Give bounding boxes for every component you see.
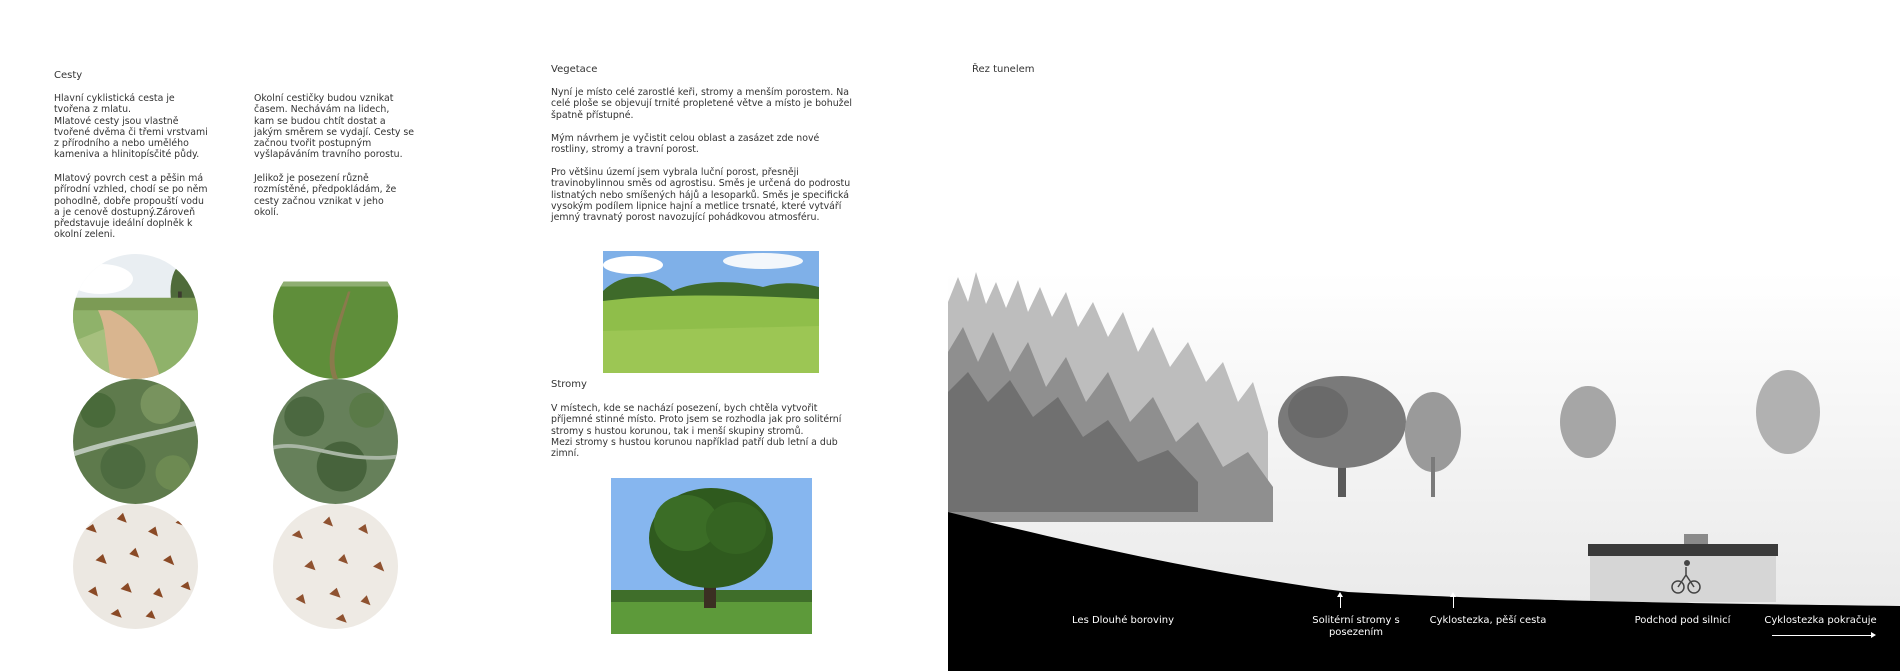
arrow-trees (1340, 596, 1341, 608)
label-solitary-trees: Solitérní stromy s posezením (1312, 615, 1400, 638)
vegetace-title: Vegetace (551, 64, 598, 75)
leaves-on-snow-photo-2 (273, 504, 398, 629)
cesty-col2-para1: Okolní cestičky budou vznikat časem. Nechávám na lidech, kam se budou chtít dostat a jakým směrem se vydají. Cesty se začnou tvořit postupným vyšlapáváním travního porostu. (254, 93, 415, 161)
stromy-para1: V místech, kde se nachází posezení, bych chtěla vytvořit příjemné stinné místo. Proto jsem se rozhodla jak pro solitérní stromy s hustou korunou, tak i menší skupiny stromů. Mezi stromy s hustou korunou například patří dub letní a dub zimní. (551, 403, 842, 460)
aerial-meadow-photo (73, 379, 198, 504)
aerial-trees-photo (273, 379, 398, 504)
cesty-title: Cesty (54, 70, 83, 81)
meadow-photo (603, 251, 819, 373)
arrow-path (1453, 596, 1454, 608)
label-underpass: Podchod pod silnicí (1634, 615, 1731, 626)
leaves-on-snow-photo-1 (73, 504, 198, 629)
section-title: Řez tunelem (972, 64, 1035, 75)
stromy-title: Stromy (551, 379, 587, 390)
label-forest: Les Dlouhé boroviny (1072, 615, 1174, 626)
field-path-photo (273, 254, 398, 379)
tunnel-section-drawing (948, 272, 1900, 671)
arrow-continues (1772, 635, 1872, 636)
cesty-col1-para2: Mlatový povrch cest a pěšin má přírodní vzhled, chodí se po něm pohodlně, dobře propouští vodu a je cenově dostupný.Zároveň představuje ideální doplněk k okolní zeleni. (54, 173, 208, 241)
oak-tree-photo (611, 478, 812, 634)
vegetace-para3: Pro většinu území jsem vybrala luční porost, přesněji travinobylinnou směs od agrostisu. Směs je určená do podrostu listnatých nebo smíšených hájů a lesoparků. Směs je specifická vysokým podílem lipnice hajní a metlice trsnaté, které vytváří jemný travnatý porost navozující pohádkovou atmosféru. (551, 167, 851, 224)
cesty-col2-para2: Jelikož je posezení různě rozmístěné, předpokládám, že cesty začnou vznikat v jeho okolí. (254, 173, 397, 218)
vegetace-para1: Nyní je místo celé zarostlé keři, stromy a menším porostem. Na celé ploše se objevují trnité propletené větve a místo je bohužel špatně přístupné. (551, 87, 852, 121)
label-cycle-continues: Cyklostezka pokračuje (1764, 615, 1877, 626)
cesty-col1-para1: Hlavní cyklistická cesta je tvořena z mlatu. Mlatové cesty jsou vlastně tvořené dvěma či třemi vrstvami z přírodního a nebo umělého kameniva a hlinitopísčité půdy. (54, 93, 208, 161)
gravel-path-photo (73, 254, 198, 379)
label-cycle-path: Cyklostezka, pěší cesta (1429, 615, 1547, 626)
vegetace-para2: Mým návrhem je vyčistit celou oblast a zasázet zde nové rostliny, stromy a travní porost. (551, 133, 820, 156)
